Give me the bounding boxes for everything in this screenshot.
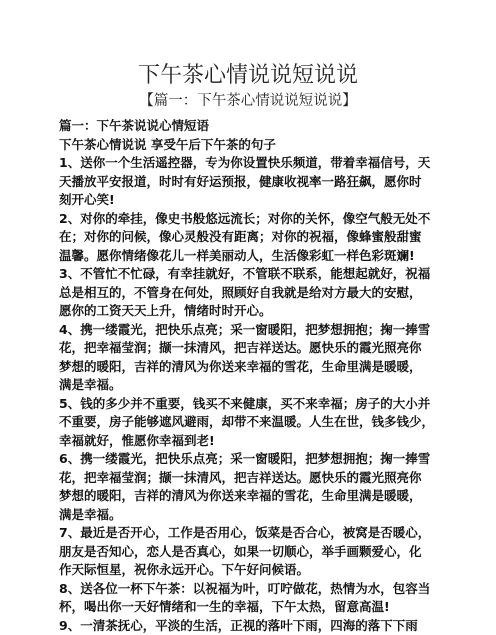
text-line: 1、送你一个生活遥控器，专为你设置快乐频道，带着幸福信号，天: [59, 154, 443, 173]
section-intro-line: 下午茶心情说说 享受午后下午茶的句子: [59, 136, 443, 155]
text-line: 花，把幸福莹润；撷一抹清风，把吉祥送达。愿快乐的霞光照亮你: [59, 469, 443, 488]
text-line: 作天际恒星，祝你永远开心。下午好问候语。: [59, 561, 443, 580]
text-line: 幸福就好，惟愿你幸福到老!: [59, 432, 443, 451]
text-line: 5、钱的多少并不重要，钱买不来健康，买不来幸福；房子的大小并: [59, 395, 443, 414]
text-line: 3、不管忙不忙碌，有幸挂就好，不管联不联系，能想起就好，祝福: [59, 265, 443, 284]
text-line: 在；对你的问候，像心灵般没有距离；对你的祝福，像蜂蜜般甜蜜: [59, 228, 443, 247]
text-line: 梦想的暖阳，吉祥的清风为你送来幸福的雪花，生命里满是暖暖，: [59, 358, 443, 377]
text-line: 杯，喝出你一天好情绪和一生的幸福，下午太热，留意高温!: [59, 598, 443, 617]
text-line: 9、一清茶抚心，平淡的生活，正视的落叶下雨，四海的落下下雨: [59, 617, 443, 635]
text-line: 天播放平安报道，时时有好运预报，健康收视率一路狂飙，愿你时: [59, 173, 443, 192]
text-line: 总是相互的，不管身在何处，照顾好自我就是给对方最大的安慰，: [59, 284, 443, 303]
text-line: 梦想的暖阳，吉祥的清风为你送来幸福的雪花，生命里满是暖暖，: [59, 487, 443, 506]
text-line: 7、最近是否开心，工作是否用心，饭菜是否合心，被窝是否暖心，: [59, 524, 443, 543]
text-line: 2、对你的牵挂，像史书般悠远流长；对你的关怀，像空气般无处不: [59, 210, 443, 229]
text-line: 花，把幸福莹润；撷一抹清风，把吉祥送达。愿快乐的霞光照亮你: [59, 339, 443, 358]
text-line: 满是幸福。: [59, 506, 443, 525]
document-subtitle: 【篇一：下午茶心情说说短说说】: [0, 91, 496, 111]
section-heading: 篇一：下午茶说说心情短语: [59, 117, 443, 136]
text-line: 6、携一缕霞光，把快乐点亮；采一窗暖阳，把梦想拥抱；掬一捧雪: [59, 450, 443, 469]
text-line: 满是幸福。: [59, 376, 443, 395]
document-body: [59, 117, 443, 635]
text-line: 8、送各位一杯下午茶：以祝福为叶，叮咛做花，热情为水，包容当: [59, 580, 443, 599]
text-line: 温馨。愿你情绪像花儿一样美丽动人，生活像彩虹一样色彩斑斓!: [59, 247, 443, 266]
text-line: 4、携一缕霞光，把快乐点亮；采一窗暖阳，把梦想拥抱；掬一捧雪: [59, 321, 443, 340]
text-line: 刻开心笑!: [59, 191, 443, 210]
document-title: 下午茶心情说说短说说: [0, 62, 496, 90]
text-line: 朋友是否知心，恋人是否真心，如果一切顺心，举手画颗爱心，化: [59, 543, 443, 562]
text-line: 愿你的工资天天上升，情绪时时开心。: [59, 302, 443, 321]
text-line: 不重要，房子能够遮风避雨，却带不来温暖。人生在世，钱多钱少，: [59, 413, 443, 432]
